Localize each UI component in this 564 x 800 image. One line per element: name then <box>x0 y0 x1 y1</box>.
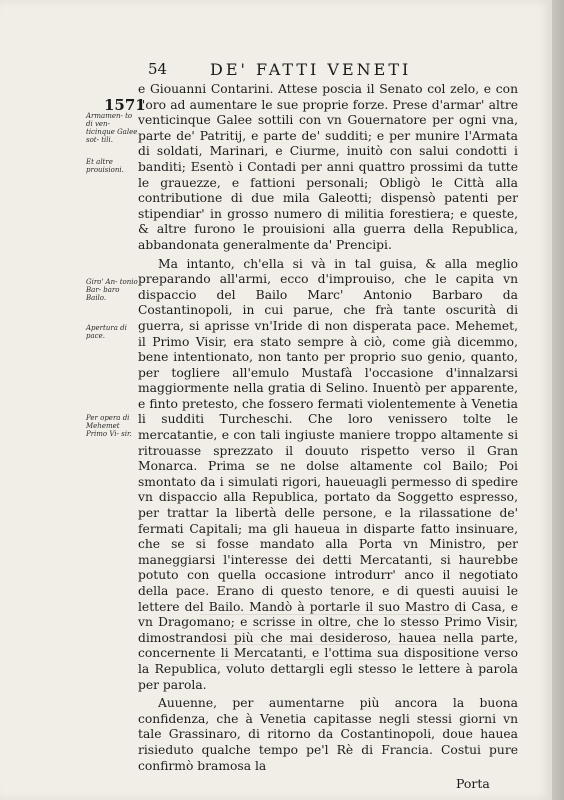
show-through-texture <box>200 600 460 660</box>
body-text <box>138 82 518 774</box>
page-edge <box>552 0 564 800</box>
page-number: 54 <box>148 60 168 78</box>
paragraph: Ma intanto, ch'ella si và in tal guisa, & alla meglio preparando all'armi, ecco d'improuiso, che le capita vn dispaccio del Bailo Marc' Antonio Barbaro da Costantinopoli, in cui parue, che frà tante oscurità di guerra, si aprisse vn'Iride di non disperata pace. Mehemet, il Primo Visir, era stato sempre à ciò, come già dicemmo, bene intentionato, non tanto per proprio suo genio, quanto, per togliere all'emulo Mustafà l'occasione d'innalzarsi maggiormente nella gratia di Selino. Inuentò per apparente, e finto pretesto, che fossero fermati violentemente à Venetia li sudditi Turcheschi. Che loro venissero tolte le mercatantie, e con tali ingiuste maniere troppo altamente si ritrouasse sprezzato il douuto rispetto verso il Gran Monarca. Prima se ne dolse altamente col Bailo; Poi smontato da i simulati rigori, haueuagli permesso di spedire vn dispaccio alla Republica, portato da Soggetto espresso, per trattar la libertà delle persone, e la rilassatione de' fermati Capitali; ma gli haueua in disparte fatto insinuare, che se si fosse mandato alla Porta vn Ministro, per maneggiarsi l'interesse dei detti Mercatanti, si haurebbe potuto con quella occasione introdurr' anco il negotiato della pace. Erano di questo tenore, e di questi auuisi le lettere del Bailo. Mandò à portarle il suo Mastro di Casa, e vn Dragomano; e scrisse in oltre, che lo stesso Primo Visir, dimostrandosi più che mai desideroso, hauea nella parte, concernente li Mercatanti, e l'ottima sua dispositione verso la Republica, voluto dettargli egli stesso le lettere à parola per parola. <box>138 256 518 692</box>
margin-note: Apertura di pace. <box>86 324 127 340</box>
paragraph: Auuenne, per aumentarne più ancora la buona confidenza, che à Venetia capitasse negli stessi giorni vn tale Grassinaro, di ritorno da Costantinopoli, doue hauea risieduto qualche tempo pe'l Rè di Francia. Costui pure confirmò bramosa la <box>138 696 518 773</box>
paragraph: e Giouanni Contarini. Attese poscia il Senato col zelo, e con l'oro ad aumentare le sue proprie forze. Prese d'armar' altre venticinque Galee sottili con vn Gouernatore per ogni vna, parte de' Patritij, e parte de' sudditi; e per munire l'Armata di soldati, Marinari, e Ciurme, inuitò con salui condotti i banditi; Esentò i Contadi per anni quattro prossimi da tutte le grauezze, e fattioni personali; Obligò le Città alla contributione di due mila Galeotti; dispensò patenti per stipendiar' in grosso numero di militia forestiera; e queste, & altre furono le prouisioni alla guerra della Republica, abbandonata generalmente da' Prencipi. <box>138 82 518 252</box>
margin-note: Armamen- to di ven- ticinque Galee sot- tili. <box>86 112 138 144</box>
margin-note: Per opera di Mehemet Primo Vi- sir. <box>86 414 132 438</box>
margin-note: Et altre prouisioni. <box>86 158 124 174</box>
page-header <box>0 60 552 80</box>
running-title: DE' FATTI VENETI <box>210 60 412 79</box>
year-marginal: 1571 <box>104 96 146 114</box>
margin-note: Giro' An- tonio Bar- baro Bailo. <box>86 278 138 302</box>
catchword: Porta <box>456 776 490 791</box>
